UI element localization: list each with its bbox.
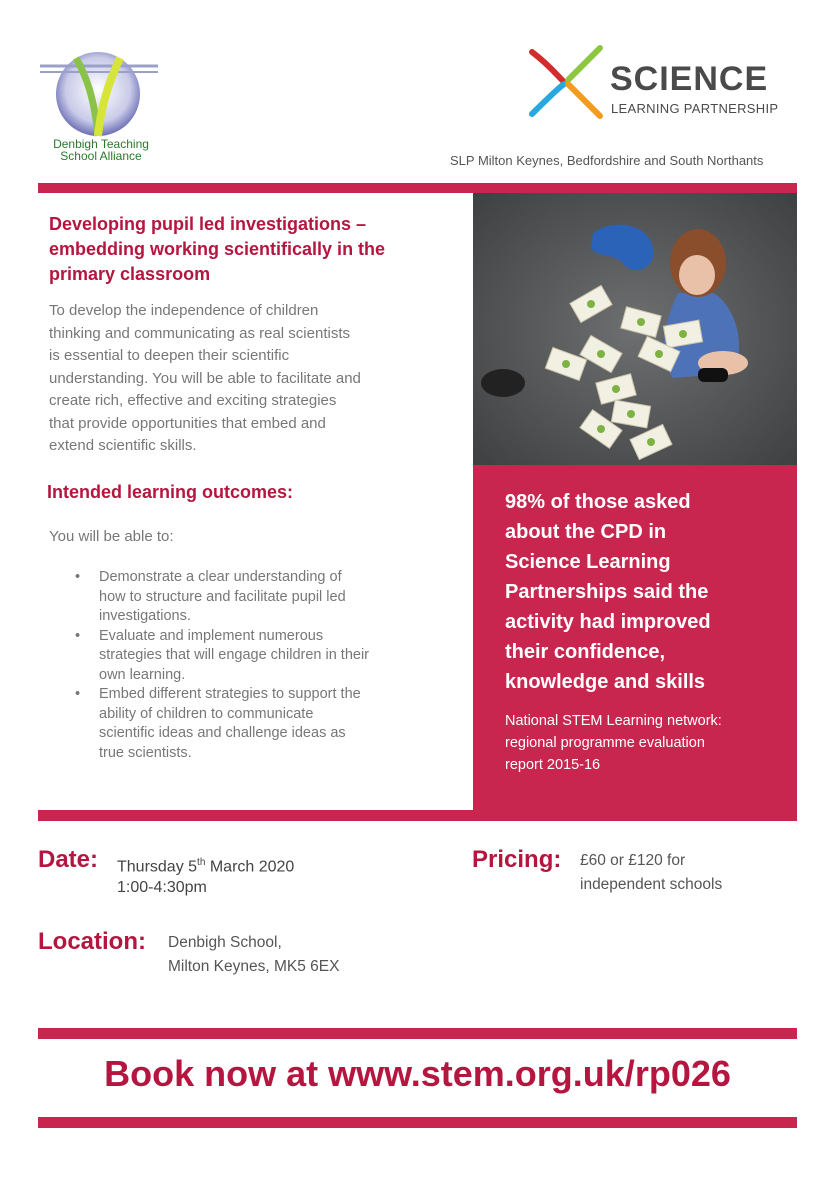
source-line: regional programme evaluation — [505, 735, 705, 751]
slp-word-learning-partnership: LEARNING PARTNERSHIP — [611, 101, 779, 116]
course-title — [49, 212, 459, 287]
intro-line: create rich, effective and exciting strategies — [49, 392, 337, 409]
outcome-line: own learning. — [99, 666, 186, 683]
outcome-line: Evaluate and implement numerous — [99, 627, 324, 644]
outcome-line: Embed different strategies to support the — [99, 686, 361, 702]
date-rest: March 2020 — [205, 858, 295, 876]
location-value — [168, 931, 339, 979]
stat-line: 98% of those asked — [505, 491, 691, 513]
intro-line: thinking and communicating as real scientists — [49, 324, 350, 342]
source-line: report 2015-16 — [505, 757, 601, 773]
outcome-item — [49, 685, 449, 763]
outcomes-list — [49, 568, 449, 763]
outcome-line: strategies that will engage children in their — [99, 647, 370, 663]
stat-line: Science Learning — [505, 551, 671, 573]
top-rule — [38, 183, 797, 193]
outcome-item — [49, 568, 449, 627]
bullet-icon: • — [75, 627, 81, 644]
stat-line: knowledge and skills — [505, 671, 706, 693]
stat-text — [505, 487, 785, 697]
outcome-line: true scientists. — [99, 744, 192, 761]
child-sorting-cards-image — [473, 193, 797, 465]
pricing-line2: independent schools — [580, 876, 723, 893]
bullet-icon: • — [75, 569, 81, 585]
course-title-line2: embedding working scientifically in the — [49, 239, 386, 259]
booking-link[interactable]: Book now at www.stem.org.uk/rp026 — [104, 1053, 731, 1094]
course-title-line3: primary classroom — [49, 264, 211, 284]
location-line2: Milton Keynes, MK5 6EX — [168, 958, 340, 975]
slp-logo — [526, 44, 796, 124]
booking-top-rule — [38, 1028, 797, 1039]
dtsa-logo — [36, 36, 166, 166]
stat-source — [505, 710, 785, 776]
location-label: Location: — [38, 928, 146, 955]
stat-line: activity had improved — [505, 611, 711, 633]
course-title-line1: Developing pupil led investigations – — [49, 214, 367, 234]
pricing-value — [580, 849, 722, 897]
date-day: Thursday 5 — [117, 858, 198, 876]
intro-line: is essential to deepen their scientific — [49, 347, 290, 364]
intro-line: extend scientific skills. — [49, 437, 197, 454]
outcomes-lead: You will be able to: — [49, 528, 174, 545]
slp-word-science: SCIENCE — [610, 60, 769, 98]
date-suffix: th — [197, 857, 206, 868]
intro-line: that provide opportunities that embed and — [49, 414, 326, 432]
location-line1: Denbigh School, — [168, 934, 282, 951]
pricing-label: Pricing: — [472, 846, 562, 873]
time-value: 1:00-4:30pm — [117, 879, 207, 896]
region-text: SLP Milton Keynes, Bedfordshire and South Northants — [450, 153, 764, 168]
dtsa-line2: School Alliance — [60, 149, 142, 163]
intro-line: To develop the independence of children — [49, 302, 319, 319]
classroom-photo — [473, 193, 797, 465]
course-intro — [49, 300, 449, 458]
dtsa-line1: Denbigh Teaching — [53, 137, 149, 151]
stat-line: their confidence, — [505, 641, 666, 663]
slp-x-icon — [526, 44, 606, 120]
stat-line: Partnerships said the — [505, 581, 709, 603]
outcome-line: scientific ideas and challenge ideas as — [99, 725, 346, 741]
outcome-item — [49, 627, 449, 686]
dtsa-emblem-icon — [36, 36, 166, 146]
pricing-line1: £60 or £120 for — [580, 852, 686, 869]
stat-panel — [473, 465, 797, 810]
middle-rule — [38, 810, 797, 821]
bullet-icon: • — [75, 686, 81, 702]
intro-line: understanding. You will be able to facilitate and — [49, 369, 361, 387]
outcome-line: investigations. — [99, 608, 191, 624]
stat-line: about the CPD in — [505, 521, 667, 543]
date-label: Date: — [38, 846, 99, 873]
outcomes-heading: Intended learning outcomes: — [47, 482, 294, 502]
outcome-line: how to structure and facilitate pupil led — [99, 588, 346, 605]
source-line: National STEM Learning network: — [505, 713, 722, 729]
outcome-line: ability of children to communicate — [99, 705, 314, 722]
outcome-line: Demonstrate a clear understanding of — [99, 569, 342, 585]
booking-bottom-rule — [38, 1117, 797, 1128]
